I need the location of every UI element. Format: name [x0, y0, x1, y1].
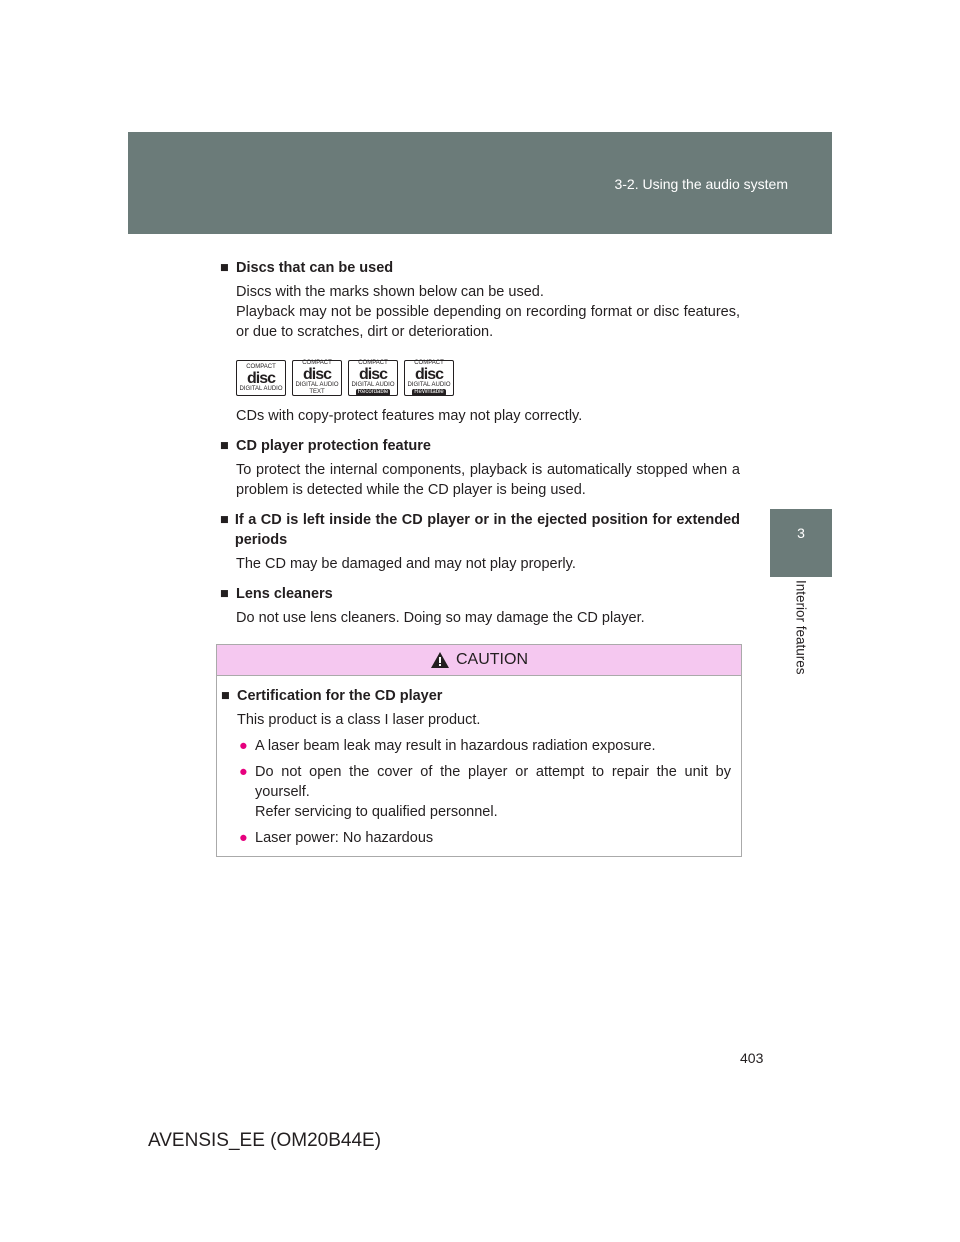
page-number: 403	[740, 1050, 764, 1066]
cd-rewritable-logo-icon: COMPACT disc DIGITAL AUDIO ReWritable	[404, 360, 454, 396]
document-code: AVENSIS_EE (OM20B44E)	[148, 1130, 382, 1151]
discs-heading: ■ Discs that can be used	[220, 260, 394, 276]
caution-box	[216, 644, 742, 857]
caution-heading: ■ Certification for the CD player	[221, 688, 443, 704]
square-bullet-icon: ■	[220, 512, 229, 528]
warning-icon	[430, 651, 450, 669]
caution-title: CAUTION	[456, 651, 528, 668]
cd-recordable-logo-icon: COMPACT disc DIGITAL AUDIO Recordable	[348, 360, 398, 396]
caution-header	[217, 645, 741, 676]
cd-logo-icon: COMPACT disc DIGITAL AUDIO	[236, 360, 286, 396]
caution-bullet: ● Laser power: No hazardous	[239, 830, 434, 846]
discs-section	[220, 258, 740, 426]
square-bullet-icon: ■	[221, 688, 230, 704]
protection-text: To protect the internal components, playback is automatically stopped when a problem is detected while the CD player is being used.	[236, 462, 740, 498]
section-header	[128, 132, 832, 234]
lens-heading: ■ Lens cleaners	[220, 586, 333, 602]
section-title: 3-2. Using the audio system	[614, 176, 788, 192]
main-content	[220, 258, 740, 638]
discs-text1: Discs with the marks shown below can be used.	[236, 284, 544, 300]
cd-text-logo-icon: COMPACT disc DIGITAL AUDIO TEXT	[292, 360, 342, 396]
caution-body	[217, 676, 741, 848]
bullet-dot-icon: ●	[239, 764, 248, 780]
left-inside-heading: ■ If a CD is left inside the CD player or in the ejected position for extended periods	[220, 512, 740, 548]
protection-heading: ■ CD player protection feature	[220, 438, 431, 454]
protection-section	[220, 436, 740, 500]
lens-text: Do not use lens cleaners. Doing so may damage the CD player.	[236, 610, 645, 626]
left-inside-text: The CD may be damaged and may not play properly.	[236, 556, 576, 572]
disc-logos	[236, 360, 740, 396]
caution-intro: This product is a class I laser product.	[237, 712, 481, 728]
chapter-tab[interactable]	[770, 509, 832, 577]
square-bullet-icon: ■	[220, 586, 229, 602]
left-inside-section	[220, 510, 740, 574]
discs-text2: Playback may not be possible depending on recording format or disc features, or due to scratches, dirt or deterioration.	[236, 304, 740, 340]
caution-note: Refer servicing to qualified personnel.	[255, 804, 498, 820]
caution-bullet: ● Do not open the cover of the player or attempt to repair the unit by yourself. Refer servicing to qualified personnel.	[239, 764, 731, 820]
square-bullet-icon: ■	[220, 260, 229, 276]
discs-text3: CDs with copy-protect features may not play correctly.	[236, 408, 583, 424]
bullet-dot-icon: ●	[239, 738, 248, 754]
caution-bullet: ● A laser beam leak may result in hazardous radiation exposure.	[239, 738, 656, 754]
bullet-dot-icon: ●	[239, 830, 248, 846]
chapter-number: 3	[797, 525, 805, 541]
square-bullet-icon: ■	[220, 438, 229, 454]
lens-section	[220, 584, 740, 628]
chapter-label: Interior features	[793, 580, 809, 675]
